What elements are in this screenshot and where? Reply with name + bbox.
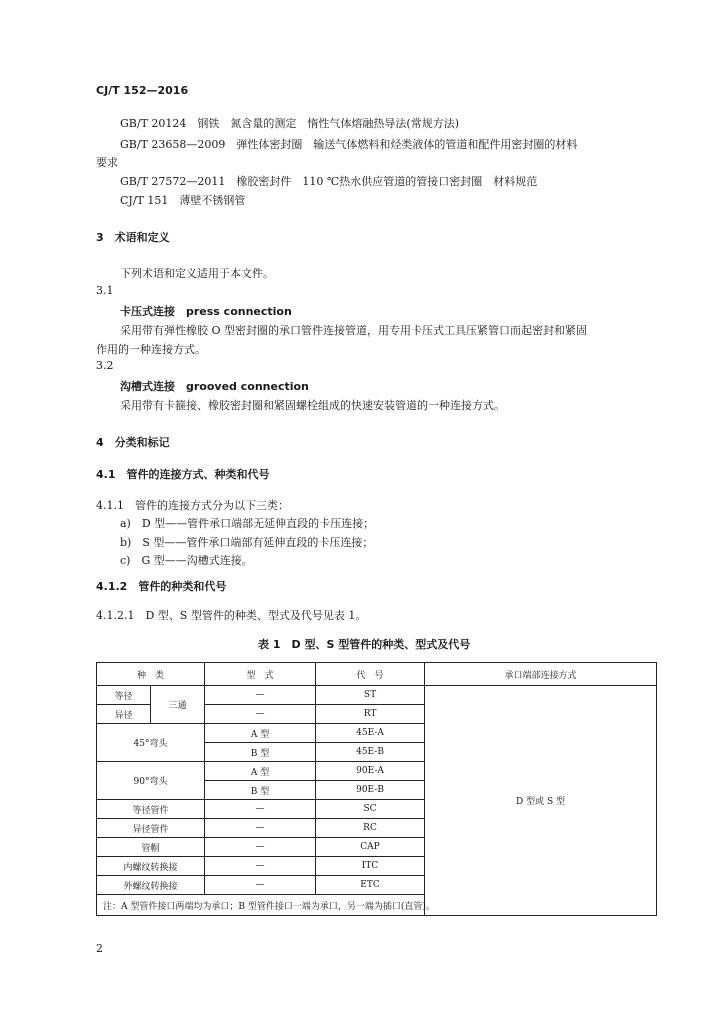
table-note-row <box>97 895 657 916</box>
ref-line: CJ/T 151 薄壁不锈钢管 <box>120 194 246 207</box>
table-cell: 90E-B <box>316 781 425 800</box>
header-cell: 承口端部连接方式 <box>425 663 657 686</box>
table-row <box>97 686 657 705</box>
table-cell: 45E-A <box>316 724 425 743</box>
ref-line: GB/T 27572—2011 橡胶密封件 110 ℃热水供应管道的管接口密封圈 材料规范 <box>120 175 538 188</box>
section-heading: 3 术语和定义 <box>96 231 170 244</box>
standard-code: CJ/T 152—2016 <box>96 84 189 97</box>
term-number: 3.1 <box>96 284 114 297</box>
table-cell: ITC <box>316 857 425 876</box>
table-cell: 异径 <box>97 705 151 724</box>
paragraph: 下列术语和定义适用于本文件。 <box>120 267 274 280</box>
subsection-heading: 4.1 管件的连接方式、种类和代号 <box>96 468 270 481</box>
list-item: c) G 型——沟槽式连接。 <box>120 554 253 567</box>
table-cell: RC <box>316 819 425 838</box>
subsection-heading: 4.1.2 管件的种类和代号 <box>96 580 227 593</box>
list-item: b) S 型——管件承口端部有延伸直段的卡压连接； <box>120 536 374 549</box>
table-cell: — <box>205 705 316 724</box>
table-cell: ST <box>316 686 425 705</box>
table-cell: B 型 <box>205 743 316 762</box>
header-cell: 种 类 <box>97 663 205 686</box>
table-cell: A 型 <box>205 724 316 743</box>
table-cell: 90°弯头 <box>97 762 205 800</box>
header-cell: 型 式 <box>205 663 316 686</box>
page-number: 2 <box>96 942 103 955</box>
table-cell: SC <box>316 800 425 819</box>
table-cell: — <box>205 819 316 838</box>
table-cell: — <box>205 686 316 705</box>
paragraph: 4.1.1 管件的连接方式分为以下三类： <box>96 499 289 512</box>
term-number: 3.2 <box>96 359 114 372</box>
table-cell: 管帽 <box>97 838 205 857</box>
table-cell: — <box>205 800 316 819</box>
table-cell: — <box>205 857 316 876</box>
term-definition: 采用带有卡箍接、橡胶密封圈和紧固螺栓组成的快速安装管道的一种连接方式。 <box>120 399 505 412</box>
table-cell: A 型 <box>205 762 316 781</box>
table-cell: 外螺纹转换接 <box>97 876 205 895</box>
table-cell: 45°弯头 <box>97 724 205 762</box>
fittings-table <box>96 662 657 916</box>
table-cell: B 型 <box>205 781 316 800</box>
term-title: 沟槽式连接 grooved connection <box>120 380 309 393</box>
table-cell: 90E-A <box>316 762 425 781</box>
table-header-row <box>97 663 657 686</box>
table-cell: D 型或 S 型 <box>425 686 657 916</box>
section-heading: 4 分类和标记 <box>96 436 170 449</box>
table-cell: 45E-B <box>316 743 425 762</box>
term-title: 卡压式连接 press connection <box>120 305 292 318</box>
table-cell: RT <box>316 705 425 724</box>
list-item: a) D 型——管件承口端部无延伸直段的卡压连接； <box>120 517 375 530</box>
ref-line: GB/T 23658—2009 弹性体密封圈 输送气体燃料和烃类液体的管道和配件用密封圈的材料 <box>120 138 578 151</box>
table-cell: 三通 <box>151 686 205 724</box>
table-note: 注：A 型管件接口两端均为承口；B 型管件接口一端为承口，另一端为插口(直管)。 <box>97 895 657 916</box>
term-definition: 采用带有弹性橡胶 O 型密封圈的承口管件连接管道，用专用卡压式工具压紧管口而起密封和紧固 <box>120 324 588 337</box>
ref-line: 要求 <box>96 156 118 169</box>
term-definition: 作用的一种连接方式。 <box>96 343 206 356</box>
paragraph: 4.1.2.1 D 型、S 型管件的种类、型式及代号见表 1。 <box>96 609 367 622</box>
table-cell: — <box>205 838 316 857</box>
table-cell: ETC <box>316 876 425 895</box>
table-cell: CAP <box>316 838 425 857</box>
table-cell: 等径管件 <box>97 800 205 819</box>
table-cell: — <box>205 876 316 895</box>
ref-line: GB/T 20124 钢铁 氮含量的测定 惰性气体熔融热导法(常规方法) <box>120 117 459 130</box>
table-title: 表 1 D 型、S 型管件的种类、型式及代号 <box>258 638 471 651</box>
header-cell: 代 号 <box>316 663 425 686</box>
table-cell: 等径 <box>97 686 151 705</box>
table-cell: 内螺纹转换接 <box>97 857 205 876</box>
table-cell: 异径管件 <box>97 819 205 838</box>
